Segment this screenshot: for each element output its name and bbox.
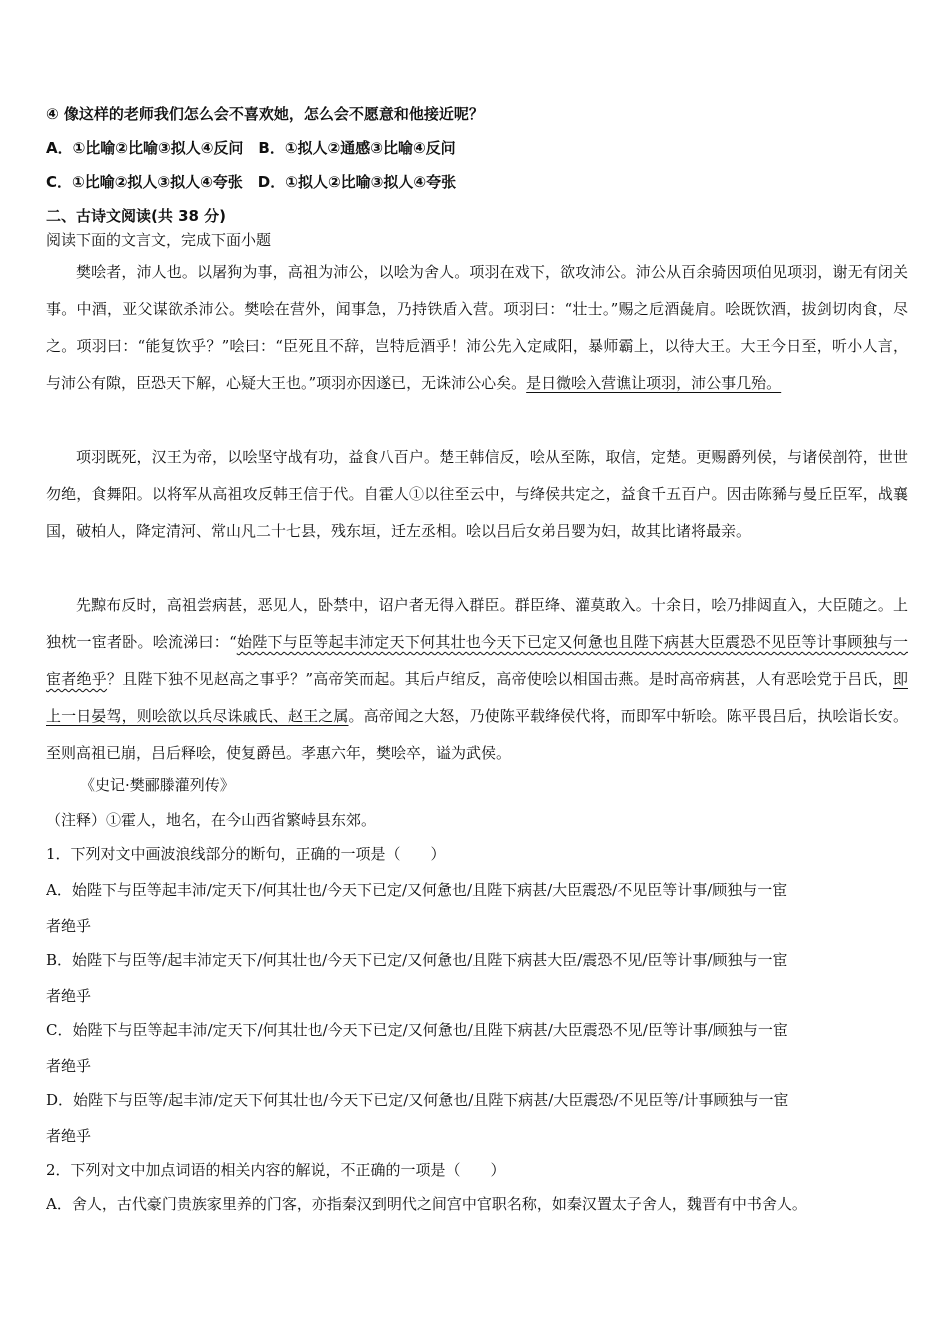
- underlined-sentence-2: 即上一日晏驾，则哙欲以兵尽诛戚氏、赵王之属: [46, 670, 908, 725]
- section-instruction: 阅读下面的文言文，完成下面小题: [46, 231, 272, 249]
- question-2-option-a: A．舍人，古代豪门贵族家里养的门客，亦指秦汉到明代之间宫中官职名称，如秦汉置太子舍人，魏晋有中书舍人。: [46, 1195, 807, 1213]
- passage-paragraph-3-text-c: 。高帝闻之大怒，乃使陈平载绛侯代将，而即军中斩哙。陈平畏吕后，执哙诣长安。至则高祖已崩，吕后释哙，使复爵邑。孝惠六年，樊哙卒，谥为武侯。: [46, 707, 908, 762]
- passage-paragraph-3-text-b: ？且陛下独不见赵高之事乎？”高帝笑而起。其后卢绾反，高帝使哙以相国击燕。是时高帝病甚，人有恶哙党于吕氏，: [107, 670, 893, 688]
- passage-paragraph-1-text: 樊哙者，沛人也。以屠狗为事，高祖为沛公，以哙为舍人。项羽在戏下，欲攻沛公。沛公从百余骑因项伯见项羽，谢无有闭关事。中酒，亚父谋欲杀沛公。樊哙在营外，闻事急，乃持铁盾入营。项羽曰：“壮士。”赐之卮酒彘肩。哙既饮酒，拔剑切肉食，尽之。项羽曰：“能复饮乎？”哙曰：“臣死且不辞，岂特卮酒乎！沛公先入定咸阳，暴师霸上，以待大王。大王今日至，听小人言，与沛公有隙，臣恐天下解，心疑大王也。”项羽亦因遂已，无诛沛公心矣。: [46, 263, 908, 392]
- question-1-option-d-cont: 者绝乎: [46, 1127, 92, 1145]
- question-1-option-c: C．始陛下与臣等起丰沛/定天下/何其壮也/今天下已定/又何惫也/且陛下病甚/大臣震恐不见/臣等计事/顾独与一宦: [46, 1021, 788, 1039]
- passage-note: （注释）①霍人，地名，在今山西省繁峙县东郊。: [46, 811, 377, 829]
- passage-paragraph-2: [46, 439, 908, 550]
- passage-paragraph-2-text: 项羽既死，汉王为帝，以哙坚守战有功，益食八百户。楚王韩信反，哙从至陈，取信，定楚。更赐爵列侯，与诸侯剖符，世世勿绝，食舞阳。以将军从高祖攻反韩王信于代。自霍人①以往至云中，与绛侯共定之，益食千五百户。因击陈豨与曼丘臣军，战襄国，破柏人，降定清河、常山凡二十七县，残东垣，迁左丞相。哙以吕后女弟吕婴为妇，故其比诸将最亲。: [46, 448, 908, 540]
- prev-question-item-4: ④ 像这样的老师我们怎么会不喜欢她，怎么会不愿意和他接近呢？: [46, 105, 484, 123]
- question-2-stem: 2．下列对文中加点词语的相关内容的解说，不正确的一项是（ ）: [46, 1161, 506, 1179]
- question-1-option-a: A．始陛下与臣等起丰沛/定天下/何其壮也/今天下已定/又何惫也/且陛下病甚/大臣震恐/不见臣等计事/顾独与一宦: [46, 881, 788, 899]
- question-1-stem: 1．下列对文中画波浪线部分的断句，正确的一项是（ ）: [46, 845, 446, 863]
- passage-paragraph-3: [46, 587, 908, 772]
- question-1-option-b-cont: 者绝乎: [46, 987, 92, 1005]
- section-title: 二、古诗文阅读(共 38 分): [46, 207, 227, 225]
- prev-question-options-cd: C．①比喻②拟人③拟人④夸张 D．①拟人②比喻③拟人④夸张: [46, 173, 457, 191]
- underlined-sentence-1: 是日微哙入营谯让项羽，沛公事几殆。: [526, 374, 782, 392]
- prev-question-options-ab: A．①比喻②比喻③拟人④反问 B．①拟人②通感③比喻④反问: [46, 139, 456, 157]
- passage-paragraph-1: [46, 254, 908, 402]
- question-1-option-c-cont: 者绝乎: [46, 1057, 92, 1075]
- question-1-option-a-cont: 者绝乎: [46, 917, 92, 935]
- passage-paragraph-3-text-a: 先黥布反时，高祖尝病甚，恶见人，卧禁中，诏户者无得入群臣。群臣绛、灌莫敢入。十余日，哙乃排闼直入，大臣随之。上独枕一宦者卧。哙流涕曰：“: [46, 596, 908, 651]
- question-1-option-d: D．始陛下与臣等/起丰沛/定天下何其壮也/今天下已定/又何惫也/且陛下病甚/大臣震恐/不见臣等/计事顾独与一宦: [46, 1091, 789, 1109]
- passage-source: 《史记·樊郦滕灌列传》: [80, 776, 235, 794]
- question-1-option-b: B．始陛下与臣等/起丰沛定天下/何其壮也/今天下已定/又何惫也/且陛下病甚大臣/震恐不见/臣等计事/顾独与一宦: [46, 951, 788, 969]
- wavy-underlined-sentence: 始陛下与臣等起丰沛定天下何其壮也今天下已定又何惫也且陛下病甚大臣震恐不见臣等计事顾独与一宦者绝乎: [46, 633, 909, 688]
